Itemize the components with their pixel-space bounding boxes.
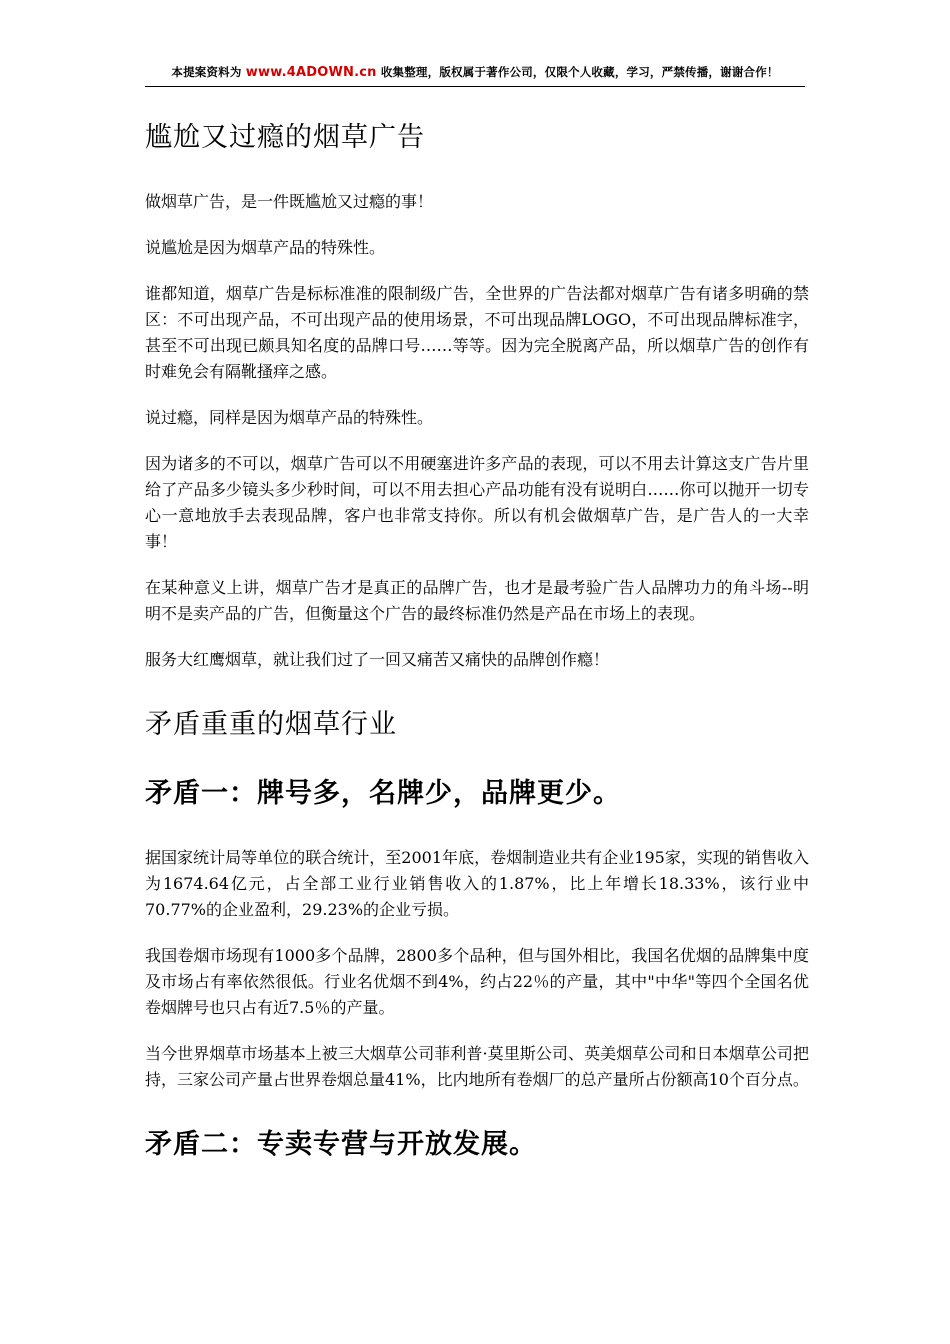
header-site-link[interactable]: www.4ADOWN.cn (245, 65, 377, 80)
paragraph: 因为诸多的不可以，烟草广告可以不用硬塞进许多产品的表现，可以不用去计算这支广告片里给了产品多少镜头多少秒时间，可以不用去担心产品功能有没有说明白……你可以抛开一切专心一意地放手去表现品牌，客户也非常支持你。所以有机会做烟草广告，是广告人的一大幸事！ (145, 454, 809, 552)
paragraph: 服务大红鹰烟草，就让我们过了一回又痛苦又痛快的品牌创作瘾！ (145, 650, 610, 670)
paragraph: 做烟草广告，是一件既尴尬又过瘾的事！ (145, 192, 434, 212)
paragraph: 说尴尬是因为烟草产品的特殊性。 (145, 238, 386, 258)
paragraph: 说过瘾，同样是因为烟草产品的特殊性。 (145, 408, 434, 428)
section-title-4: 矛盾二：专卖专营与开放发展。 (145, 1129, 537, 1161)
header-suffix: 收集整理，版权属于著作公司，仅限个人收藏，学习，严禁传播，谢谢合作！ (380, 65, 779, 79)
header-prefix: 本提案资料为 (171, 65, 242, 79)
section-title-1: 尴尬又过瘾的烟草广告 (145, 122, 425, 153)
section-title-3: 矛盾一：牌号多，名牌少，品牌更少。 (145, 778, 621, 810)
paragraph: 在某种意义上讲，烟草广告才是真正的品牌广告，也才是最考验广告人品牌功力的角斗场--明明不是卖产品的广告，但衡量这个广告的最终标准仍然是产品在市场上的表现。 (145, 578, 809, 624)
paragraph: 我国卷烟市场现有1000多个品牌，2800多个品种，但与国外相比，我国名优烟的品牌集中度及市场占有率依然很低。行业名优烟不到4%，约占22％的产量，其中"中华"等四个全国名优卷烟牌号也只占有近7.5％的产量。 (145, 946, 809, 1018)
paragraph: 谁都知道，烟草广告是标标准准的限制级广告，全世界的广告法都对烟草广告有诸多明确的禁区：不可出现产品，不可出现产品的使用场景，不可出现品牌LOGO，不可出现品牌标准字，甚至不可出现已颇具知名度的品牌口号……等等。因为完全脱离产品，所以烟草广告的创作有时难免会有隔靴搔痒之感。 (145, 284, 809, 382)
paragraph: 当今世界烟草市场基本上被三大烟草公司菲利普·莫里斯公司、英美烟草公司和日本烟草公司把持，三家公司产量占世界卷烟总量41%，比内地所有卷烟厂的总产量所占份额高10个百分点。 (145, 1044, 809, 1090)
document-body (145, 120, 809, 1196)
page-header (145, 64, 805, 80)
header-divider (145, 86, 805, 87)
section-title-2: 矛盾重重的烟草行业 (145, 709, 397, 741)
paragraph: 据国家统计局等单位的联合统计，至2001年底，卷烟制造业共有企业195家，实现的销售收入为1674.64亿元，占全部工业行业销售收入的1.87%，比上年增长18.33%，该行业中70.77%的企业盈利，29.23%的企业亏损。 (145, 848, 809, 920)
